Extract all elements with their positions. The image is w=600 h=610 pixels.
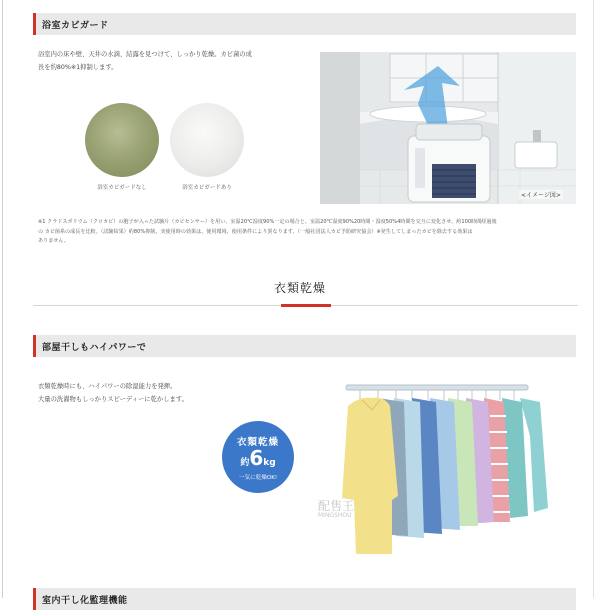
section-heading-mold-guard	[33, 13, 576, 35]
section-heading-text: 浴室カビガード	[42, 21, 109, 31]
badge-prefix: 約	[240, 458, 250, 468]
section-heading-indoor-monitor	[33, 588, 576, 610]
badge-capacity	[222, 446, 294, 470]
mold-guard-description	[38, 49, 252, 74]
hanging-laundry-illustration	[338, 376, 558, 556]
frame-right-border	[593, 0, 594, 598]
watermark-subtext: MINGSHOU	[318, 512, 352, 519]
section-heading-indoor-drying	[33, 335, 576, 357]
image-caption: <イメージ図>	[521, 192, 561, 199]
section-heading-text: 室内干し化監理機能	[42, 596, 128, 606]
watermark-text: 配售王	[318, 499, 355, 513]
mold-sample-without-guard	[85, 103, 159, 177]
badge-label: 衣類乾燥	[236, 437, 279, 448]
badge-unit: kg	[263, 458, 276, 468]
section-heading-text: 部屋干しもハイパワーで	[42, 343, 147, 353]
description-line: 衣類乾燥時にも、ハイパワーの除湿能力を発揮。	[38, 383, 177, 390]
description-line: 浴室内の床や壁、天井の水滴、結露を見つけて、しっかり乾燥。カビ菌の成	[38, 51, 252, 58]
footnote-line: ※1 クラドスポリウム（クロカビ）の胞子が入った試験片（カビセンサー）を用い、室温20℃湿度90%一定の場合と、室温20℃湿度90%20時間・湿度50%4時間を交互に変化させ、約100時間経過後	[38, 219, 497, 225]
caption-with-guard: 浴室カビガードあり	[182, 185, 232, 191]
description-line: 長を約80%※1抑制します。	[38, 63, 118, 71]
footnote	[38, 218, 578, 247]
drying-capacity-badge	[222, 421, 294, 493]
indoor-drying-description	[38, 381, 188, 406]
badge-tagline: 一気に乾燥OK!	[238, 475, 278, 481]
divider-accent	[281, 304, 331, 307]
bathroom-dehumidifier-illustration	[320, 52, 576, 204]
badge-amount: 6	[249, 446, 264, 470]
heading-accent-bar	[33, 335, 36, 357]
heading-accent-bar	[33, 588, 36, 610]
caption-without-guard: 浴室カビガードなし	[97, 185, 147, 191]
frame-left-border	[2, 0, 3, 598]
description-line: 大量の洗濯物もしっかりスピーディーに乾かします。	[38, 395, 188, 403]
footnote-line: ありません。	[38, 238, 69, 244]
heading-accent-bar	[33, 13, 36, 35]
mold-sample-with-guard	[170, 103, 244, 177]
category-title: 衣類乾燥	[273, 281, 326, 295]
footnote-line: の カビ菌糸の成長を比較。（試験結果）約80%抑制。実使用時の効果は、使用環境、使用条件により異なります。（一般社団法人カビ予防研究協会）※発生してしまったカビを除去する効果は	[38, 228, 473, 235]
